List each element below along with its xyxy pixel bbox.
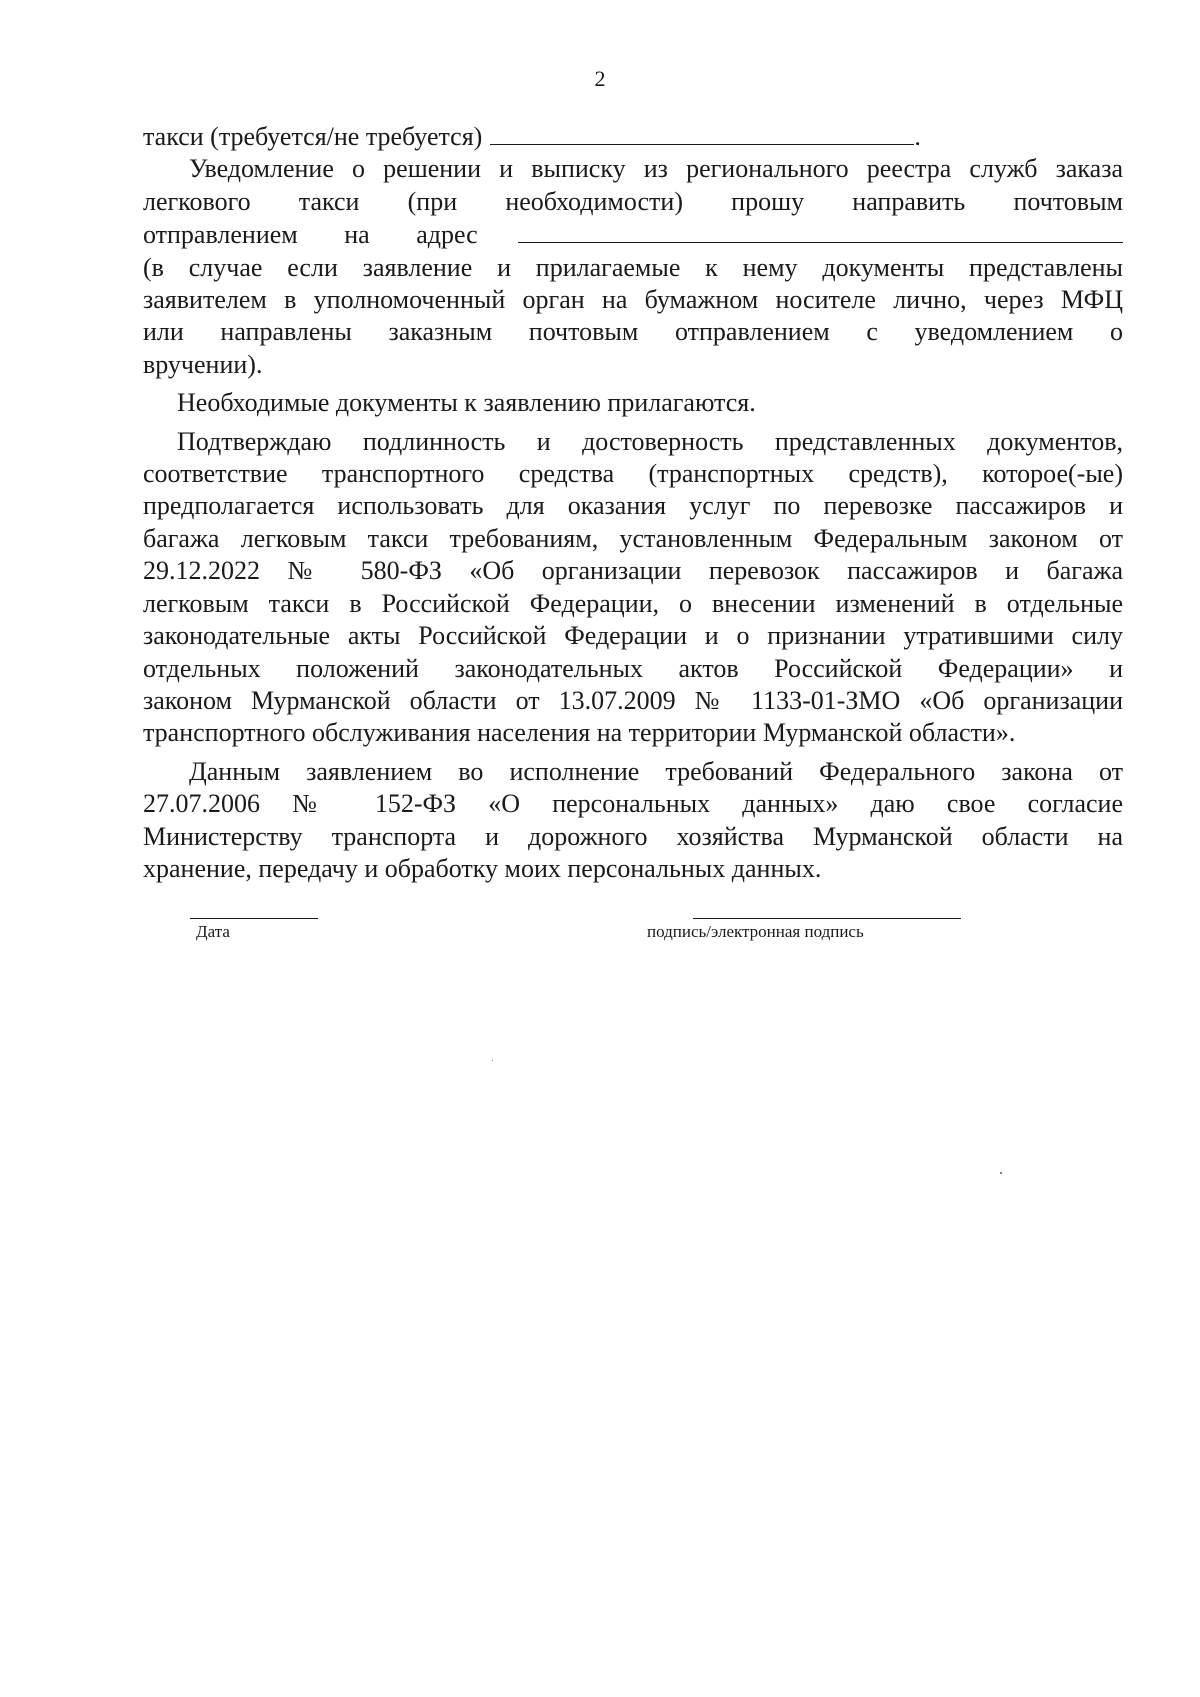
confirmation-line: законом Мурманской области от 13.07.2009 № 1133-01-ЗМО «Об организации: [143, 685, 1123, 715]
documents-attached-paragraph: Необходимые документы к заявлению прилагаются.: [177, 388, 756, 418]
consent-line: 27.07.2006 № 152-ФЗ «О персональных данных» даю свое согласие: [143, 789, 1123, 819]
date-label: Дата: [196, 922, 230, 941]
taxi-required-line: [143, 120, 1123, 153]
signature-label: подпись/электронная подпись: [647, 922, 864, 941]
notification-paragraph: [143, 153, 1123, 381]
confirmation-line: предполагается использовать для оказания услуг по перевозке пассажиров и: [143, 491, 1123, 521]
confirmation-line: соответствие транспортного средства (транспортных средств), которое(-ые): [143, 459, 1123, 489]
address-blank[interactable]: [518, 218, 1123, 243]
scan-speck: [1000, 1172, 1002, 1174]
consent-line: Данным заявлением во исполнение требований Федерального закона от: [189, 756, 1123, 786]
consent-line: Министерству транспорта и дорожного хозяйства Мурманской области на: [143, 821, 1123, 851]
notification-address-text: отправлением на адрес: [143, 220, 478, 250]
notification-line: (в случае если заявление и прилагаемые к нему документы представлены: [143, 252, 1123, 282]
taxi-required-text: такси (требуется/не требуется): [143, 122, 483, 151]
page-number: 2: [594, 66, 606, 91]
taxi-required-blank[interactable]: [490, 120, 914, 145]
confirmation-paragraph: [143, 426, 1123, 750]
notification-line: Уведомление о решении и выписку из регионального реестра служб заказа: [189, 154, 1123, 184]
confirmation-line: легковым такси в Российской Федерации, о внесении изменений в отдельные: [143, 588, 1123, 618]
confirmation-line: 29.12.2022 № 580-ФЗ «Об организации перевозок пассажиров и багажа: [143, 556, 1123, 586]
document-body: [143, 120, 1123, 885]
confirmation-line: Подтверждаю подлинность и достоверность представленных документов,: [177, 426, 1123, 456]
taxi-required-end-mark: .: [914, 122, 921, 151]
confirmation-line: транспортного обслуживания населения на территории Мурманской области».: [143, 718, 1016, 748]
confirmation-line: отдельных положений законодательных актов Российской Федерации» и: [143, 653, 1123, 683]
notification-line: вручении).: [143, 349, 263, 379]
signature-line[interactable]: [693, 918, 961, 919]
notification-line: заявителем в уполномоченный орган на бумажном носителе лично, через МФЦ: [143, 285, 1123, 315]
consent-line: хранение, передачу и обработку моих персональных данных.: [143, 853, 822, 883]
consent-paragraph: [143, 756, 1123, 886]
date-line[interactable]: [190, 918, 318, 919]
notification-line: или направлены заказным почтовым отправлением с уведомлением о: [143, 317, 1123, 347]
notification-address-line: [143, 218, 1123, 251]
confirmation-line: багажа легковым такси требованиям, установленным Федеральным законом от: [143, 523, 1123, 553]
scan-speck: [492, 1060, 493, 1061]
confirmation-line: законодательные акты Российской Федерации и о признании утратившими силу: [143, 621, 1123, 651]
notification-line: легкового такси (при необходимости) прошу направить почтовым: [143, 186, 1123, 216]
